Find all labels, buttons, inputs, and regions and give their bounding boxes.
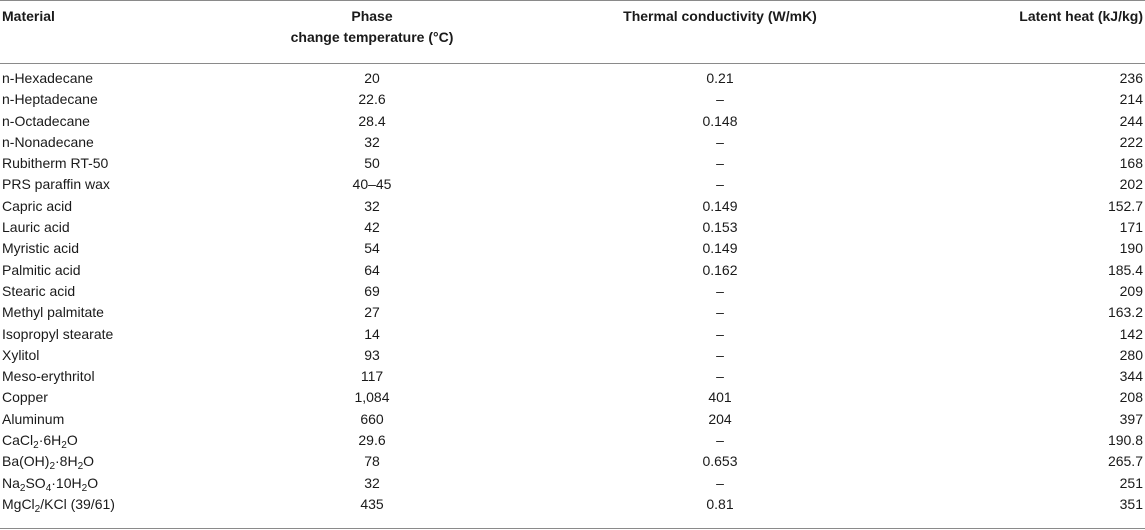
cell-phase-temperature: 32: [364, 474, 380, 491]
header-thermal-conductivity: Thermal conductivity (W/mK): [623, 8, 817, 24]
cell-latent-heat: 244: [1119, 112, 1143, 129]
cell-material: Isopropyl stearate: [2, 325, 114, 342]
table-row: [0, 132, 1145, 153]
cell-phase-temperature: 50: [364, 155, 380, 172]
cell-phase-temperature: 32: [364, 133, 380, 150]
cell-phase-temperature: 54: [364, 240, 380, 257]
header-phase-temperature: [250, 6, 494, 48]
cell-latent-heat: 265.7: [1107, 453, 1143, 470]
cell-material: n-Heptadecane: [2, 91, 98, 108]
table-row: [0, 345, 1145, 366]
table-row: [0, 174, 1145, 195]
table-row: [0, 451, 1145, 472]
table-header-rule: [0, 63, 1145, 64]
table-row: [0, 111, 1145, 132]
cell-thermal-conductivity: 0.81: [706, 495, 734, 512]
cell-phase-temperature: 42: [364, 219, 380, 236]
cell-phase-temperature: 78: [364, 453, 380, 470]
cell-material: $CaCl_2\cdot 6H_2O$: [2, 432, 78, 452]
cell-latent-heat: 251: [1119, 474, 1143, 491]
table-row: [0, 89, 1145, 110]
cell-latent-heat: 190.8: [1107, 432, 1143, 449]
table-top-rule: [0, 0, 1145, 1]
cell-thermal-conductivity: –: [716, 368, 724, 385]
table-row: [0, 153, 1145, 174]
cell-latent-heat: 190: [1119, 240, 1143, 257]
table-row: [0, 68, 1145, 89]
cell-latent-heat: 168: [1119, 155, 1143, 172]
cell-material: Palmitic acid: [2, 261, 81, 278]
cell-phase-temperature: 32: [364, 197, 380, 214]
cell-thermal-conductivity: –: [716, 304, 724, 321]
cell-thermal-conductivity: –: [716, 133, 724, 150]
table-row: [0, 387, 1145, 408]
cell-material: Methyl palmitate: [2, 304, 104, 321]
cell-latent-heat: 214: [1119, 91, 1143, 108]
cell-latent-heat: 142: [1119, 325, 1143, 342]
cell-phase-temperature: 1,084: [354, 389, 390, 406]
table-row: [0, 473, 1145, 494]
cell-phase-temperature: 27: [364, 304, 380, 321]
cell-thermal-conductivity: –: [716, 282, 724, 299]
cell-phase-temperature: 660: [360, 410, 384, 427]
cell-latent-heat: 222: [1119, 133, 1143, 150]
cell-latent-heat: 280: [1119, 346, 1143, 363]
cell-material: Stearic acid: [2, 282, 76, 299]
header-phase-line1: Phase: [351, 8, 393, 24]
table-row: [0, 366, 1145, 387]
cell-phase-temperature: 435: [360, 495, 384, 512]
cell-thermal-conductivity: 0.149: [702, 197, 738, 214]
cell-latent-heat: 351: [1119, 495, 1143, 512]
cell-material: PRS paraffin wax: [2, 176, 110, 193]
cell-material: Aluminum: [2, 410, 65, 427]
cell-material: $Na_2SO_4\cdot 10H_2O$: [2, 474, 99, 494]
cell-material: n-Hexadecane: [2, 70, 94, 86]
cell-phase-temperature: 14: [364, 325, 380, 342]
header-material: Material: [2, 8, 55, 24]
cell-thermal-conductivity: –: [716, 91, 724, 108]
cell-material: Lauric acid: [2, 219, 70, 236]
table-row: [0, 324, 1145, 345]
cell-material: Meso-erythritol: [2, 368, 95, 385]
cell-phase-temperature: 20: [364, 70, 380, 86]
cell-latent-heat: 171: [1119, 219, 1143, 236]
cell-phase-temperature: 93: [364, 346, 380, 363]
table-body: [0, 68, 1145, 515]
cell-material: Rubitherm RT-50: [2, 155, 109, 172]
cell-latent-heat: 185.4: [1107, 261, 1143, 278]
cell-thermal-conductivity: 0.148: [702, 112, 738, 129]
table-row: [0, 217, 1145, 238]
cell-thermal-conductivity: –: [716, 346, 724, 363]
cell-thermal-conductivity: –: [716, 155, 724, 172]
cell-latent-heat: 152.7: [1107, 197, 1143, 214]
cell-phase-temperature: 64: [364, 261, 380, 278]
table-row: [0, 302, 1145, 323]
cell-latent-heat: 397: [1119, 410, 1143, 427]
table-row: [0, 494, 1145, 515]
cell-material: Copper: [2, 389, 48, 406]
cell-thermal-conductivity: –: [716, 325, 724, 342]
cell-phase-temperature: 28.4: [358, 112, 386, 129]
cell-phase-temperature: 69: [364, 282, 380, 299]
table-row: [0, 430, 1145, 451]
cell-material: MgCl$_2$/KCl (39/61): [2, 495, 115, 515]
cell-thermal-conductivity: 401: [708, 389, 732, 406]
cell-phase-temperature: 29.6: [358, 432, 386, 449]
cell-thermal-conductivity: 0.149: [702, 240, 738, 257]
cell-material: Myristic acid: [2, 240, 80, 257]
table-row: [0, 260, 1145, 281]
table-row: [0, 196, 1145, 217]
cell-latent-heat: 202: [1119, 176, 1143, 193]
cell-phase-temperature: 22.6: [358, 91, 386, 108]
cell-phase-temperature: 117: [360, 368, 384, 385]
cell-phase-temperature: 40–45: [352, 176, 392, 193]
cell-latent-heat: 208: [1119, 389, 1143, 406]
cell-thermal-conductivity: –: [716, 432, 724, 449]
cell-thermal-conductivity: 0.653: [702, 453, 738, 470]
cell-thermal-conductivity: 0.21: [706, 70, 734, 86]
table-row: [0, 409, 1145, 430]
cell-material: $Ba(OH)_2\cdot 8H_2O$: [2, 453, 95, 473]
cell-material: Xylitol: [2, 346, 40, 363]
cell-material: Capric acid: [2, 197, 73, 214]
table-header: [0, 6, 1145, 62]
header-latent-heat: Latent heat (kJ/kg): [1019, 8, 1143, 24]
cell-thermal-conductivity: –: [716, 474, 724, 491]
table-row: [0, 281, 1145, 302]
cell-latent-heat: 344: [1119, 368, 1143, 385]
cell-latent-heat: 209: [1119, 282, 1143, 299]
cell-thermal-conductivity: 0.162: [702, 261, 738, 278]
table-row: [0, 238, 1145, 259]
cell-material: n-Nonadecane: [2, 133, 94, 150]
header-phase-line2: change temperature (°C): [290, 29, 454, 45]
cell-thermal-conductivity: 204: [708, 410, 732, 427]
cell-latent-heat: 163.2: [1107, 304, 1143, 321]
cell-material: n-Octadecane: [2, 112, 90, 129]
cell-thermal-conductivity: 0.153: [702, 219, 738, 236]
cell-thermal-conductivity: –: [716, 176, 724, 193]
cell-latent-heat: 236: [1119, 70, 1143, 86]
table-bottom-rule: [0, 528, 1145, 529]
